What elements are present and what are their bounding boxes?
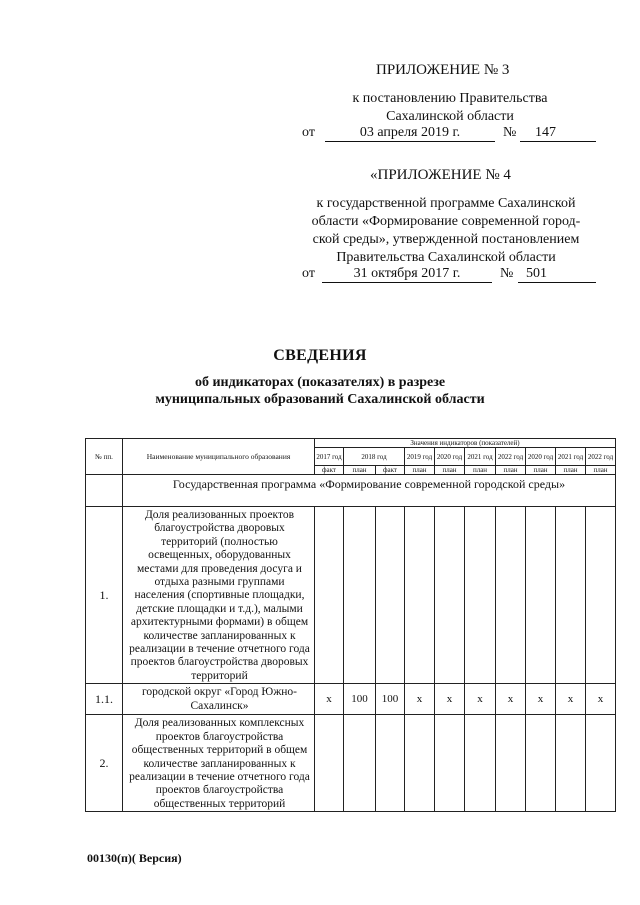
appendix3-line2: Сахалинской области [386,109,514,124]
subheader-cell: план [496,466,526,475]
subheader-cell: план [526,466,556,475]
table-row [86,684,616,715]
value-cell: x [435,684,465,715]
appendix4-number-underline [518,282,596,283]
row-number: 1. [86,507,123,684]
header-year-2017: 2017 год [315,448,344,466]
header-year-2020: 2020 год [435,448,465,466]
subheader-cell: план [435,466,465,475]
document-subtitle-1: об индикаторах (показателях) в разрезе [194,375,446,390]
header-col-num: № пп. [86,439,123,475]
header-year-2020b: 2020 год [526,448,556,466]
value-cell: x [556,684,586,715]
header-year-2021b: 2021 год [556,448,586,466]
appendix3-date-underline [325,141,495,142]
subheader-cell: план [586,466,616,475]
header-year-2022: 2022 год [496,448,526,466]
appendix4-date: 31 октября 2017 г. [353,266,461,281]
header-year-2022b: 2022 год [586,448,616,466]
appendix3-line1: к постановлению Правительства [352,91,548,106]
document-title: СВЕДЕНИЯ [273,347,367,364]
appendix4-date-underline [322,282,492,283]
header-year-2019: 2019 год [405,448,435,466]
subheader-cell: план [556,466,586,475]
value-cell: x [526,684,556,715]
appendix3-number: 147 [535,125,556,140]
appendix4-line3: ской среды», утвержденной постановлением [312,232,580,247]
appendix4-line1: к государственной программе Сахалинской [316,196,576,211]
header-year-2018: 2018 год [344,448,405,466]
appendix4-number-label: № [500,266,514,281]
row-number: 2. [86,715,123,812]
appendix4-title: «ПРИЛОЖЕНИЕ № 4 [370,167,511,183]
subheader-cell: факт [376,466,405,475]
row-indicator-name: Доля реализованных проектов благоустройства дворовых территорий (полностью освещенных, оборудованных местами для проведения досуга и отдыха разными группами населения (спортивные площадки, детские площадки и т.д.), малыми архитектурными формами) в общем количестве запланированных к реализации в течение отчетного года проектов благоустройства дворовых территорий [123,507,315,684]
appendix3-date: 03 апреля 2019 г. [359,125,461,140]
row-indicator-name: Доля реализованных комплексных проектов благоустройства общественных территорий в общем количестве запланированных к реализации в течение отчетного года проектов благоустройства общественных территорий [123,715,315,812]
value-cell: x [315,684,344,715]
value-cell: 100 [344,684,376,715]
value-cell: x [465,684,496,715]
subheader-cell: план [405,466,435,475]
appendix3-from-label: от [302,125,315,140]
program-row: Государственная программа «Формирование современной городской среды» [123,475,616,507]
document-version-code: 00130(п)( Версия) [87,851,182,865]
program-num-cell [86,475,123,507]
header-year-2021: 2021 год [465,448,496,466]
subheader-cell: план [465,466,496,475]
table-row [86,715,616,812]
appendix3-number-label: № [503,125,517,140]
value-cell: 100 [376,684,405,715]
row-number: 1.1. [86,684,123,715]
value-cell: x [496,684,526,715]
header-col-name: Наименование муниципального образования [123,439,315,475]
subheader-cell: факт [315,466,344,475]
appendix4-line4: Правительства Сахалинской области [336,250,556,265]
appendix3-number-underline [520,141,596,142]
table-row [86,507,616,684]
value-cell: x [586,684,616,715]
appendix4-number: 501 [526,266,547,281]
appendix3-title: ПРИЛОЖЕНИЕ № 3 [376,62,510,78]
value-cell: x [405,684,435,715]
indicators-table [85,438,616,812]
subheader-cell: план [344,466,376,475]
header-col-values: Значения индикаторов (показателей) [315,439,616,448]
row-municipality-name: городской округ «Город Южно-Сахалинск» [123,684,315,715]
document-subtitle-2: муниципальных образований Сахалинской области [155,392,485,407]
appendix4-line2: области «Формирование современной город- [311,214,581,229]
appendix4-from-label: от [302,266,315,281]
